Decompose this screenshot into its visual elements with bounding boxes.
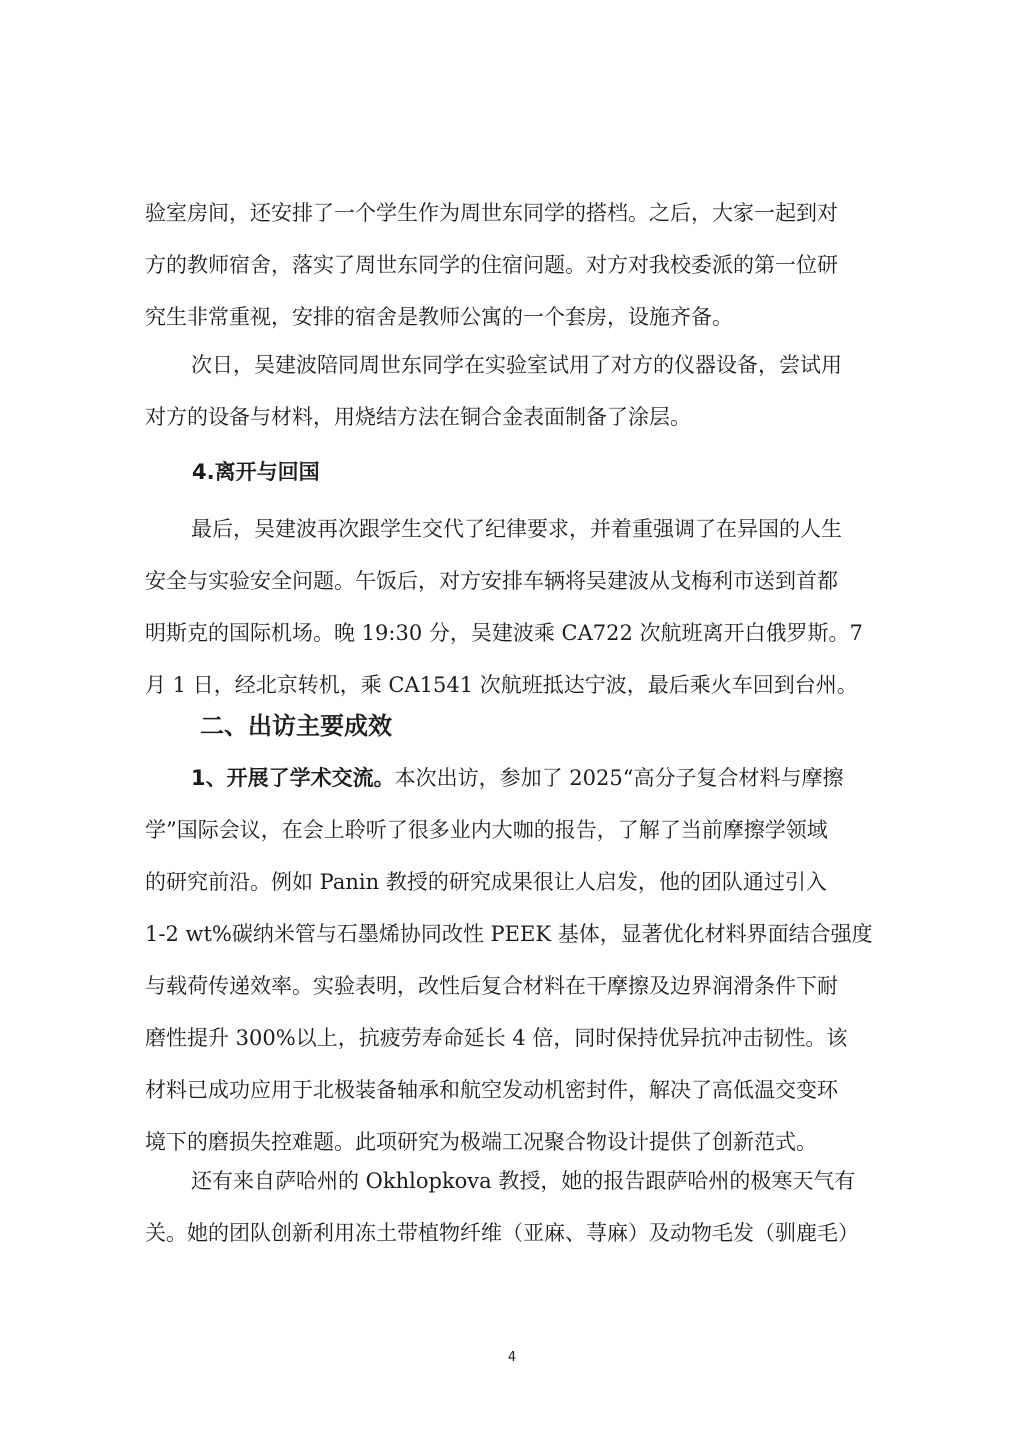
text-line: 方的教师宿舍，落实了周世东同学的住宿问题。对方对我校委派的第一位研 [145,253,838,277]
paragraph-next-day [145,339,910,443]
text-line: 安全与实验安全问题。午饭后，对方安排车辆将吴建波从戈梅利市送到首都 [145,569,838,593]
text-line: 还有来自萨哈州的 Okhlopkova 教授，她的报告跟萨哈州的极寒天气有 [191,1169,856,1193]
text-line: 材料已成功应用于北极装备轴承和航空发动机密封件，解决了高低温交变环 [145,1078,838,1102]
paragraph-lead: 1、开展了学术交流。 [191,766,395,790]
text-line: 明斯克的国际机场。晚 19:30 分，吴建波乘 CA722 次航班离开白俄罗斯。7 [145,621,863,645]
paragraph-departure [145,503,910,711]
text-line: 究生非常重视，安排的宿舍是教师公寓的一个套房，设施齐备。 [145,305,733,329]
text-run: 本次出访，参加了 2025“高分子复合材料与摩擦 [394,766,844,790]
section-heading-outcomes: 二、出访主要成效 [200,712,392,740]
text-line: 境下的磨损失控难题。此项研究为极端工况聚合物设计提供了创新范式。 [145,1130,817,1154]
text-line: 学”国际会议，在会上聆听了很多业内大咖的报告，了解了当前摩擦学领域 [145,818,828,842]
text-line: 关。她的团队创新利用冻土带植物纤维（亚麻、荨麻）及动物毛发（驯鹿毛） [145,1221,859,1245]
text-line: 的研究前沿。例如 Panin 教授的研究成果很让人启发，他的团队通过引入 [145,870,827,894]
text-line: 对方的设备与材料，用烧结方法在铜合金表面制备了涂层。 [145,405,691,429]
paragraph-continuation [145,187,910,343]
text-line: 月 1 日，经北京转机，乘 CA1541 次航班抵达宁波，最后乘火车回到台州。 [145,673,858,697]
paragraph-okhlopkova [145,1155,910,1259]
paragraph-academic-exchange [145,752,910,1168]
section-heading-departure: 4.离开与回国 [192,460,320,484]
text-line: 磨性提升 300%以上，抗疲劳寿命延长 4 倍，同时保持优异抗冲击韧性。该 [145,1026,848,1050]
text-line: 1-2 wt%碳纳米管与石墨烯协同改性 PEEK 基体，显著优化材料界面结合强度 [145,922,873,946]
text-line: 验室房间，还安排了一个学生作为周世东同学的搭档。之后，大家一起到对 [145,201,838,225]
text-line: 次日，吴建波陪同周世东同学在实验室试用了对方的仪器设备，尝试用 [191,353,842,377]
text-line [145,752,910,804]
text-line: 最后，吴建波再次跟学生交代了纪律要求，并着重强调了在异国的人生 [191,517,842,541]
text-line: 与载荷传递效率。实验表明，改性后复合材料在干摩擦及边界润滑条件下耐 [145,974,838,998]
page-number: 4 [507,1350,517,1365]
